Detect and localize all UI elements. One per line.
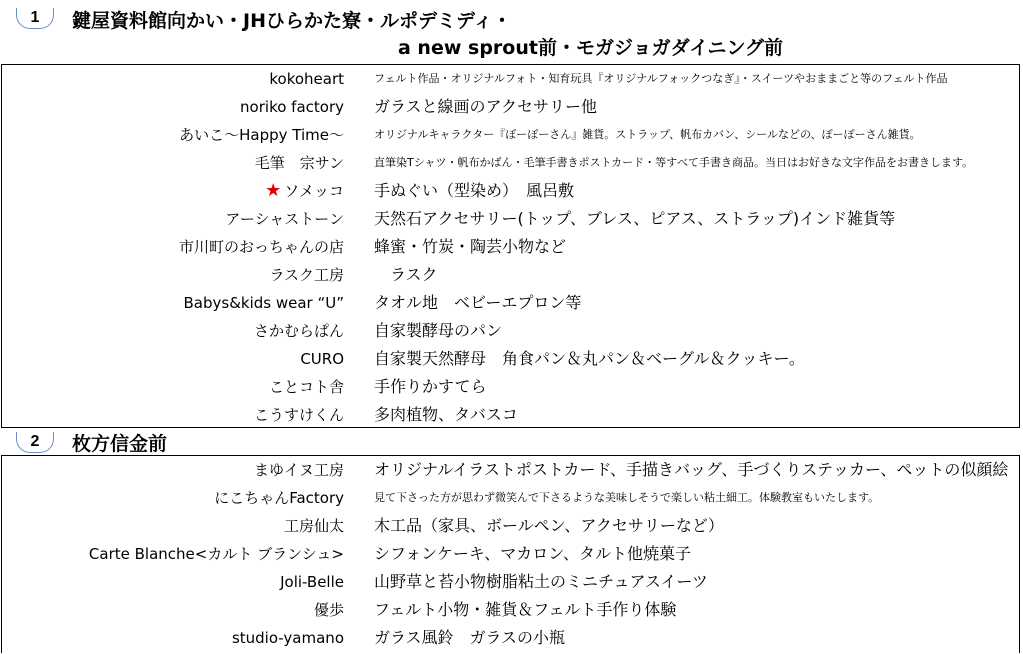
vendor-name-text: さかむらぱん <box>253 322 344 340</box>
vendor-description: フェルト小物・雑貨＆フェルト手作り体験 <box>374 600 677 619</box>
vendor-name <box>254 456 344 484</box>
vendor-description: 天然石アクセサリー(トップ、ブレス、ピアス、ストラップ)インド雑貨等 <box>374 209 896 228</box>
vendor-description: 自家製天然酵母 角食パン＆丸パン＆ベーグル＆クッキー。 <box>374 349 805 368</box>
vendor-row <box>2 345 1019 373</box>
vendor-name-text: kokoheart <box>269 70 344 88</box>
vendor-description: シフォンケーキ、マカロン、タルト他焼菓子 <box>374 544 691 563</box>
vendor-name-text: ことコト舎 <box>268 378 344 396</box>
vendor-name <box>179 233 344 261</box>
vendor-table-section2 <box>1 455 1020 653</box>
vendor-name-text: studio-yamano <box>231 629 344 647</box>
vendor-name <box>300 345 344 373</box>
vendor-row <box>2 512 1019 540</box>
vendor-description: 多肉植物、タバスコ <box>374 405 518 424</box>
vendor-description: 木工品（家具、ボールペン、アクセサリーなど） <box>374 516 724 535</box>
vendor-row <box>2 261 1019 289</box>
vendor-description: 山野草と苔小物樹脂粘土のミニチュアスイーツ <box>374 572 708 591</box>
vendor-name-text: あいこ～Happy Time～ <box>179 126 344 144</box>
vendor-name-text: ソメッコ <box>284 182 344 200</box>
vendor-row <box>2 121 1019 149</box>
vendor-description: オリジナルキャラクター『ぽーぽーさん』雑貨。ストラップ、帆布カバン、シールなどの、ぽーぽーさん雑貨。 <box>374 128 921 141</box>
vendor-row <box>2 205 1019 233</box>
vendor-name <box>184 289 345 317</box>
vendor-row <box>2 93 1019 121</box>
vendor-name-text: CURO <box>300 350 344 368</box>
vendor-name <box>214 484 344 512</box>
vendor-name <box>89 540 344 568</box>
vendor-description: タオル地 ベビーエプロン等 <box>374 293 582 312</box>
vendor-name-text: 優歩 <box>313 601 344 619</box>
vendor-description: ガラスと線画のアクセサリー他 <box>374 97 598 116</box>
vendor-row <box>2 484 1019 512</box>
vendor-name <box>254 317 344 345</box>
vendor-row <box>2 177 1019 205</box>
vendor-description: 直筆染Tシャツ・帆布かばん・毛筆手書きポストカード・等すべて手書き商品。当日はお好きな文字作品をお書きします。 <box>374 156 974 169</box>
vendor-name-text: ラスク工房 <box>269 266 344 284</box>
vendor-row <box>2 624 1019 652</box>
vendor-description: 自家製酵母のパン <box>374 321 503 340</box>
vendor-row <box>2 456 1019 484</box>
star-icon: ★ <box>265 180 282 201</box>
vendor-description: フェルト作品・オリジナルフォト・知育玩具『オリジナルフォックつなぎ』・スイーツやおままごと等のフェルト作品 <box>374 72 948 85</box>
vendor-row <box>2 149 1019 177</box>
vendor-row <box>2 65 1019 93</box>
vendor-name <box>269 261 344 289</box>
vendor-description: ラスク <box>374 265 438 284</box>
vendor-row <box>2 568 1019 596</box>
vendor-name <box>179 121 344 149</box>
vendor-description: ガラス風鈴 ガラスの小瓶 <box>374 628 566 647</box>
vendor-description: 手ぬぐい（型染め） 風呂敷 <box>374 181 575 200</box>
section-number-badge <box>16 8 54 29</box>
vendor-name-text: Babys&kids wear “U” <box>183 294 344 312</box>
vendor-name-text: Joli-Belle <box>280 573 344 591</box>
vendor-name <box>254 401 344 429</box>
vendor-name <box>265 177 344 205</box>
vendor-name <box>314 596 344 624</box>
vendor-name <box>284 512 344 540</box>
vendor-description: 見て下さった方が思わず微笑んで下さるような美味しそうで楽しい粘土細工。体験教室もいたします。 <box>374 491 880 504</box>
vendor-name-text: こうすけくん <box>253 406 344 424</box>
section-title-line2: a new sprout前・モガジョガダイニング前 <box>398 37 784 59</box>
section-number: 1 <box>30 9 40 26</box>
vendor-name-text: アーシャストーン <box>225 210 344 228</box>
vendor-name <box>225 205 344 233</box>
vendor-name <box>240 93 344 121</box>
vendor-name <box>255 149 344 177</box>
vendor-description: 手作りかすてら <box>374 377 487 396</box>
vendor-table-section1 <box>1 64 1020 428</box>
vendor-name <box>232 624 344 652</box>
vendor-name <box>280 568 344 596</box>
section-title-line1: 鍵屋資料館向かい・JHひらかた寮・ルポデミディ・ <box>72 10 512 32</box>
vendor-name <box>269 65 344 93</box>
vendor-row <box>2 233 1019 261</box>
vendor-description: 蜂蜜・竹炭・陶芸小物など <box>374 237 567 256</box>
vendor-description: オリジナルイラストポストカード、手描きバッグ、手づくりステッカー、ペットの似顔絵 <box>374 460 1009 479</box>
vendor-name-text: 工房仙太 <box>283 517 344 535</box>
vendor-name-text: noriko factory <box>240 98 344 116</box>
vendor-name-text: にこちゃんFactory <box>214 489 344 507</box>
section-number-badge <box>16 432 54 453</box>
vendor-row <box>2 317 1019 345</box>
vendor-name-text: Carte Blanche<カルト ブランシュ> <box>88 545 344 563</box>
section-number: 2 <box>30 433 40 450</box>
vendor-name-text: まゆイヌ工房 <box>253 461 344 479</box>
section-title: 枚方信金前 <box>72 433 168 455</box>
vendor-row <box>2 540 1019 568</box>
vendor-row <box>2 596 1019 624</box>
vendor-row <box>2 401 1019 429</box>
vendor-name-text: 毛筆 宗サン <box>254 154 344 172</box>
vendor-name-text: 市川町のおっちゃんの店 <box>178 238 344 256</box>
vendor-name <box>269 373 344 401</box>
vendor-row <box>2 373 1019 401</box>
vendor-row <box>2 289 1019 317</box>
